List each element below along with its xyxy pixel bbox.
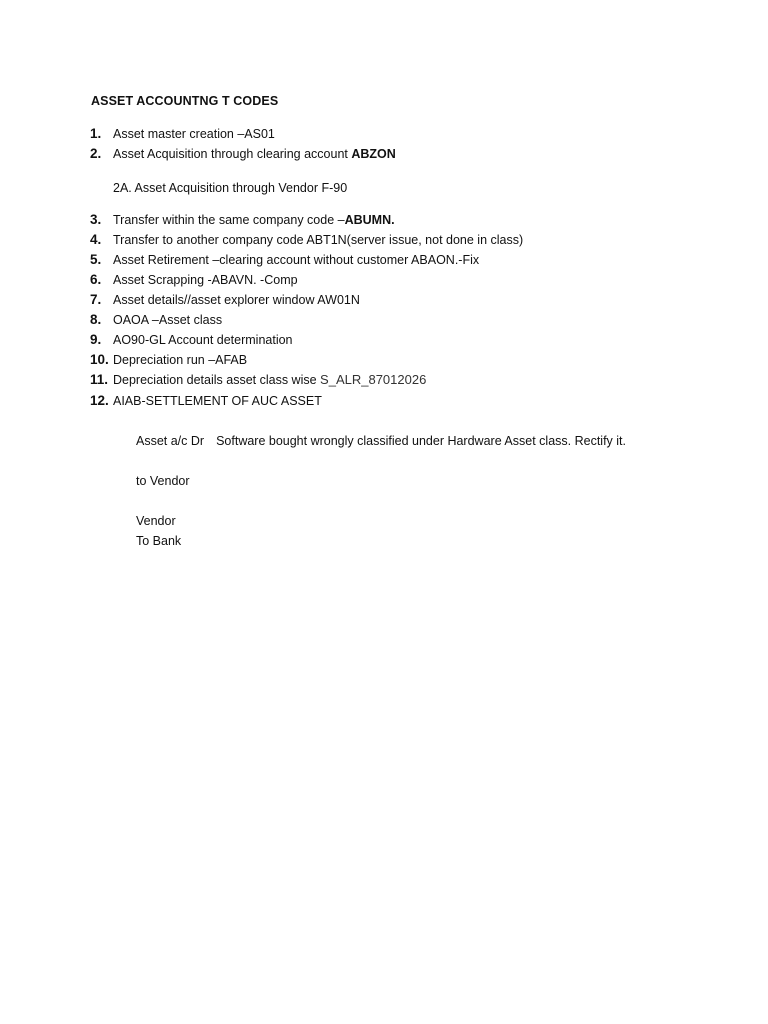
item-text: Asset Acquisition through clearing account ABZON <box>113 147 396 161</box>
item-text: OAOA –Asset class <box>113 313 223 327</box>
item-number: 10. <box>90 352 109 367</box>
item-text: AO90-GL Account determination <box>113 333 293 347</box>
journal-vendor: Vendor <box>136 514 176 528</box>
item-text: Depreciation details asset class wise S_ALR_87012026 <box>113 372 427 387</box>
report-code: S_ALR_87012026 <box>320 372 427 387</box>
item-text: AIAB-SETTLEMENT OF AUC ASSET <box>113 394 322 408</box>
journal-note: Software bought wrongly classified under Hardware Asset class. Rectify it. <box>216 434 626 448</box>
item-text: Asset Retirement –clearing account without customer ABAON.-Fix <box>113 253 480 267</box>
item-number: 8. <box>90 312 102 327</box>
item-number: 2. <box>90 146 102 161</box>
item-number: 7. <box>90 292 102 307</box>
item-number: 4. <box>90 232 102 247</box>
item-number: 9. <box>90 332 102 347</box>
journal-credit: to Vendor <box>136 474 190 488</box>
journal-bank: To Bank <box>136 534 182 548</box>
sub-item: 2A. Asset Acquisition through Vendor F-90 <box>113 181 348 195</box>
item-text: Transfer to another company code ABT1N(server issue, not done in class) <box>113 233 524 247</box>
item-number: 11. <box>90 372 109 387</box>
item-text: Asset details//asset explorer window AW01N <box>113 293 360 307</box>
item-code: ABZON <box>351 147 396 161</box>
item-number: 5. <box>90 252 102 267</box>
item-text: Asset Scrapping -ABAVN. -Comp <box>113 273 298 287</box>
journal-debit: Asset a/c Dr <box>136 434 205 448</box>
page-title: ASSET ACCOUNTNG T CODES <box>91 94 279 108</box>
item-text: Transfer within the same company code –ABUMN. <box>113 213 395 227</box>
item-number: 12. <box>90 393 109 408</box>
item-text: Asset master creation –AS01 <box>113 127 275 141</box>
journal-entry-line <box>136 431 626 451</box>
item-code: ABUMN. <box>344 213 395 227</box>
item-number: 6. <box>90 272 102 287</box>
item-number: 1. <box>90 126 102 141</box>
item-text: Depreciation run –AFAB <box>113 353 248 367</box>
item-number: 3. <box>90 212 102 227</box>
